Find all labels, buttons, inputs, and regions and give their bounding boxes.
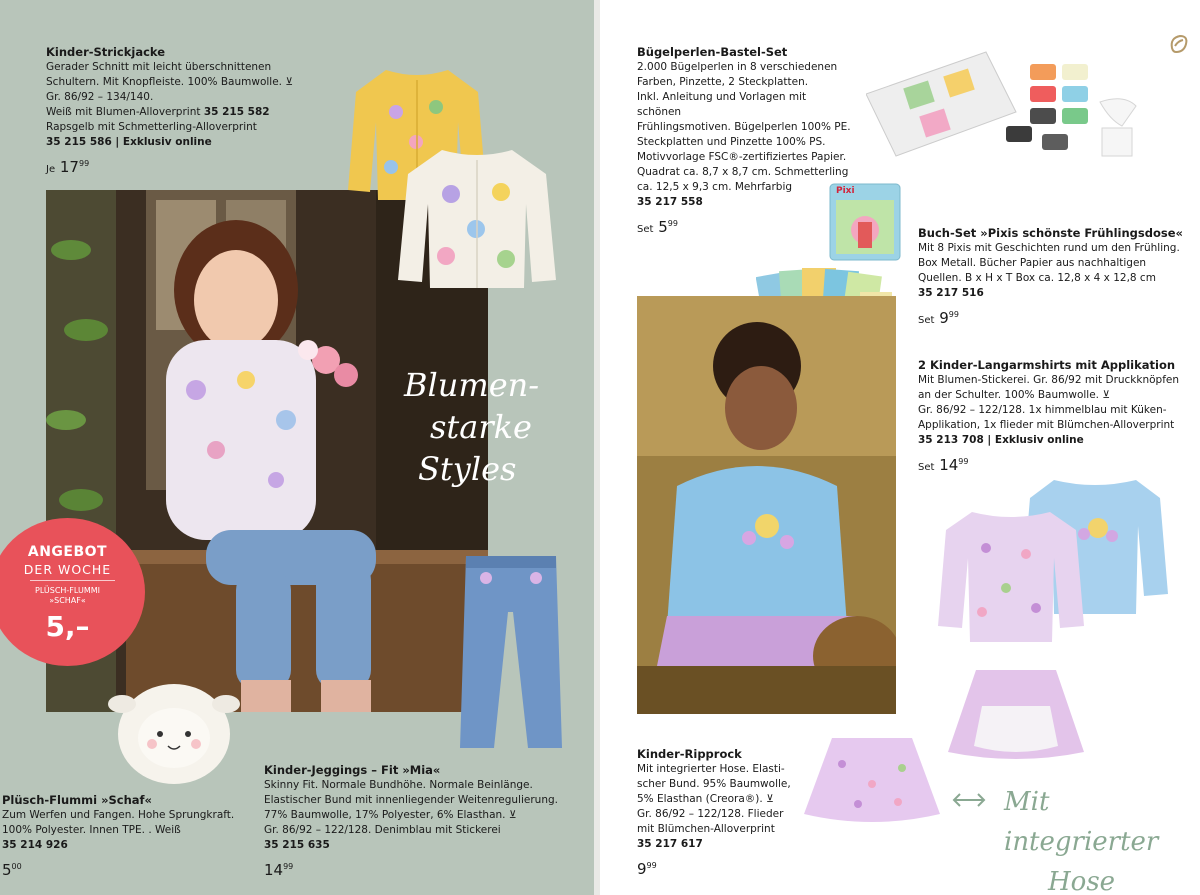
wash-icon: ⊻ bbox=[766, 793, 774, 805]
cardigan-var1: Weiß mit Blumen-Alloverprint bbox=[46, 106, 201, 118]
offer-line3: PLÜSCH-FLUMMI »SCHAF« bbox=[35, 586, 100, 605]
shirts-price: Set $14^{99}$ bbox=[918, 456, 969, 474]
skirt-back-illustration bbox=[946, 666, 1086, 762]
sheep-line1: Zum Werfen und Fangen. Hohe Sprungkraft. bbox=[2, 809, 235, 821]
jeggings-line1: Skinny Fit. Normale Bundhöhe. Normale Beinlänge. bbox=[264, 779, 533, 791]
sheep-line2: 100% Polyester. Innen TPE. . Weiß bbox=[2, 824, 181, 836]
jeggings-title: Kinder-Jeggings – Fit »Mia« bbox=[264, 763, 441, 777]
skirt-no: 35 217 617 bbox=[637, 838, 703, 850]
skirt-front-image bbox=[802, 734, 942, 826]
offer-line1: ANGEBOT bbox=[27, 544, 108, 560]
shirts-no: 35 213 708 | Exklusiv online bbox=[918, 434, 1084, 446]
sheep-illustration bbox=[108, 676, 240, 788]
offer-price: 5,– bbox=[45, 610, 90, 643]
shirts-line: Mit Blumen-Stickerei. Gr. 86/92 mit Druckknöpfen bbox=[918, 374, 1180, 386]
sheep-text bbox=[2, 792, 252, 880]
beads-text bbox=[637, 44, 852, 240]
sheep-image bbox=[108, 676, 240, 788]
right-page bbox=[600, 0, 1200, 895]
cardigan-price: Je $17^{99}$ bbox=[46, 158, 90, 176]
beads-line: ca. 12,5 x 9,3 cm. Mehrfarbig bbox=[637, 181, 793, 193]
skirt-line: mit Blümchen-Alloverprint bbox=[637, 823, 775, 835]
shirts-line: Applikation, 1x flieder mit Blümchen-Alloverprint bbox=[918, 419, 1175, 431]
sheep-price: $5^{00}$ bbox=[2, 861, 22, 879]
jeggings-text bbox=[264, 762, 584, 880]
books-no: 35 217 516 bbox=[918, 287, 984, 299]
jeggings-no: 35 215 635 bbox=[264, 839, 330, 851]
books-line: Mit 8 Pixis mit Geschichten rund um den Frühling. bbox=[918, 242, 1180, 254]
books-price: Set $9^{99}$ bbox=[918, 309, 959, 327]
jeggings-image bbox=[458, 552, 564, 752]
lilac-shirt-image bbox=[936, 508, 1086, 646]
sheep-no: 35 214 926 bbox=[2, 839, 68, 851]
beads-illustration bbox=[866, 44, 1154, 162]
skirt-line: Mit integrierter Hose. Elasti- bbox=[637, 763, 785, 775]
beads-image bbox=[866, 44, 1154, 162]
skirt-front-illustration bbox=[802, 734, 942, 826]
jeggings-illustration bbox=[458, 552, 564, 752]
beads-line: Steckplatten und Pinzette 100% PS. bbox=[637, 136, 826, 148]
beads-line: Farben, Pinzette, 2 Steckplatten. bbox=[637, 76, 809, 88]
beads-line: 2.000 Bügelperlen in 8 verschiedenen bbox=[637, 61, 838, 73]
beads-line: Quadrat ca. 8,7 x 8,7 cm. Schmetterling bbox=[637, 166, 849, 178]
cardigan-var1-no: 35 215 582 bbox=[203, 106, 270, 118]
beads-line: Motivvorlage FSC®-zertifiziertes Papier. bbox=[637, 151, 847, 163]
offer-divider bbox=[30, 580, 115, 581]
tchibo-bean-icon bbox=[1166, 32, 1190, 56]
shirts-line-row: an der Schulter. 100% Baumwolle. ⊻ bbox=[918, 389, 1111, 401]
shirts-line: Gr. 86/92 – 122/128. 1x himmelblau mit Küken- bbox=[918, 404, 1167, 416]
lilac-shirt-illustration bbox=[936, 508, 1086, 646]
cardigan-var2-no: 35 215 586 | Exklusiv online bbox=[46, 136, 212, 148]
cardigan-sizes: Gr. 86/92 – 134/140. bbox=[46, 91, 154, 103]
jeggings-price: $14^{99}$ bbox=[264, 861, 294, 879]
jeggings-line3-row: 77% Baumwolle, 17% Polyester, 6% Elasthan. ⊻ bbox=[264, 809, 517, 821]
skirt-price: $9^{99}$ bbox=[637, 860, 657, 878]
skirt-back-image bbox=[946, 666, 1086, 762]
left-page bbox=[0, 0, 594, 895]
offer-line2: DER WOCHE bbox=[23, 562, 112, 577]
script-mit-integrierter-hose: Mit integrierter Hose bbox=[1004, 787, 1159, 895]
wash-icon: ⊻ bbox=[508, 809, 517, 821]
books-line: Quellen. B x H x T Box ca. 12,8 x 4 x 12,8 cm bbox=[918, 272, 1156, 284]
cardigan-var1-row bbox=[46, 105, 346, 120]
girl-right-photo-illustration bbox=[637, 296, 896, 714]
beads-title: Bügelperlen-Bastel-Set bbox=[637, 45, 788, 59]
sheep-title: Plüsch-Flummi »Schaf« bbox=[2, 793, 152, 807]
books-text bbox=[918, 225, 1198, 331]
books-title: Buch-Set »Pixis schönste Frühlingsdose« bbox=[918, 226, 1183, 240]
double-arrow-icon bbox=[950, 788, 988, 812]
cardigan-var2: Rapsgelb mit Schmetterling-Alloverprint bbox=[46, 121, 257, 133]
skirt-line-row: 5% Elasthan (Creora®). ⊻ bbox=[637, 793, 774, 805]
jeggings-line2: Elastischer Bund mit innenliegender Weitenregulierung. bbox=[264, 794, 558, 806]
cardigan-desc2-row bbox=[46, 75, 346, 90]
jeggings-line4: Gr. 86/92 – 122/128. Denimblau mit Stickerei bbox=[264, 824, 501, 836]
skirt-title: Kinder-Ripprock bbox=[637, 747, 742, 761]
girl-right-photo bbox=[637, 296, 896, 714]
cardigan-text bbox=[46, 44, 346, 180]
skirt-line: scher Bund. 95% Baumwolle, bbox=[637, 778, 791, 790]
wash-icon: ⊻ bbox=[1102, 389, 1111, 401]
skirt-line: Gr. 86/92 – 122/128. Flieder bbox=[637, 808, 784, 820]
beads-line: Frühlingsmotiven. Bügelperlen 100% PE. bbox=[637, 121, 851, 133]
wash-icon: ⊻ bbox=[285, 76, 294, 88]
cardigan-desc1: Gerader Schnitt mit leicht überschnittenen bbox=[46, 61, 272, 73]
beads-line: Inkl. Anleitung und Vorlagen mit schönen bbox=[637, 91, 807, 118]
skirt-text bbox=[637, 746, 797, 879]
cardigan-desc2: Schultern. Mit Knopfleiste. 100% Baumwolle. bbox=[46, 76, 282, 88]
pixi-tin-label: Pixi bbox=[836, 186, 855, 196]
white-cardigan-illustration bbox=[396, 144, 558, 290]
cardigan-title: Kinder-Strickjacke bbox=[46, 45, 166, 59]
script-blumenstarke-styles: Blumen- starke Styles bbox=[404, 366, 540, 488]
beads-price: Set $5^{99}$ bbox=[637, 218, 678, 236]
shirts-title: 2 Kinder-Langarmshirts mit Applikation bbox=[918, 358, 1176, 372]
books-line: Box Metall. Bücher Papier aus nachhaltigen bbox=[918, 257, 1147, 269]
beads-no: 35 217 558 bbox=[637, 196, 703, 208]
pixi-tin-image bbox=[828, 182, 902, 262]
white-cardigan-image bbox=[396, 144, 558, 290]
shirts-text bbox=[918, 357, 1198, 478]
